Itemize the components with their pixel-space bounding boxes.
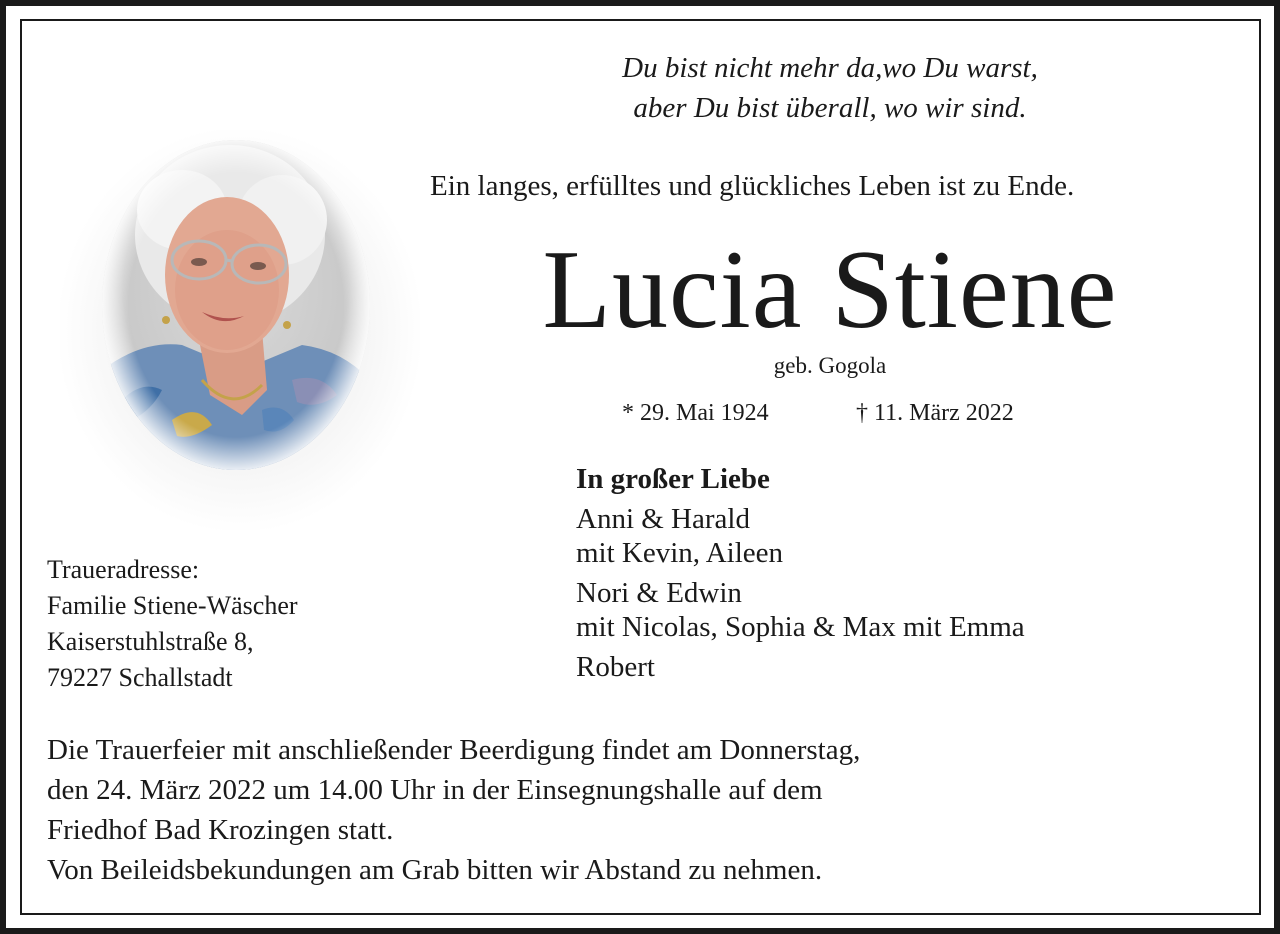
address-line-3: 79227 Schallstadt (47, 663, 233, 692)
mourner-group-2-line-1: Nori & Edwin (576, 577, 742, 609)
maiden-name: geb. Gogola (773, 353, 887, 378)
mourner-group-1-line-2: mit Kevin, Aileen (576, 537, 783, 569)
deceased-name: Lucia Stiene (542, 228, 1118, 352)
intro-text: Ein langes, erfülltes und glückliches Leben ist zu Ende. (430, 170, 1075, 202)
mourner-group-2-line-2: mit Nicolas, Sophia & Max mit Emma (576, 611, 1025, 643)
service-line-4: Von Beileidsbekundungen am Grab bitten wir Abstand zu nehmen. (47, 854, 823, 886)
mourners-heading: In großer Liebe (576, 463, 770, 495)
birth-date: * 29. Mai 1924 (622, 400, 769, 426)
quote-line-2: aber Du bist überall, wo wir sind. (633, 92, 1027, 124)
mourner-group-1-line-1: Anni & Harald (576, 503, 750, 535)
mourner-group-3-line-1: Robert (576, 651, 655, 683)
address-line-1: Familie Stiene-Wäscher (47, 591, 298, 620)
address-line-2: Kaiserstuhlstraße 8, (47, 627, 254, 656)
service-line-3: Friedhof Bad Krozingen statt. (47, 814, 394, 846)
mourners-block (576, 462, 1025, 684)
address-label: Traueradresse: (47, 555, 200, 584)
funeral-service-info (47, 730, 860, 890)
quote-line-1: Du bist nicht mehr da,wo Du warst, (622, 52, 1038, 84)
mourning-address (47, 552, 298, 696)
service-line-1: Die Trauerfeier mit anschließender Beerdigung findet am Donnerstag, (47, 734, 861, 766)
death-date: † 11. März 2022 (856, 400, 1014, 426)
service-line-2: den 24. März 2022 um 14.00 Uhr in der Einsegnungshalle auf dem (47, 774, 823, 806)
